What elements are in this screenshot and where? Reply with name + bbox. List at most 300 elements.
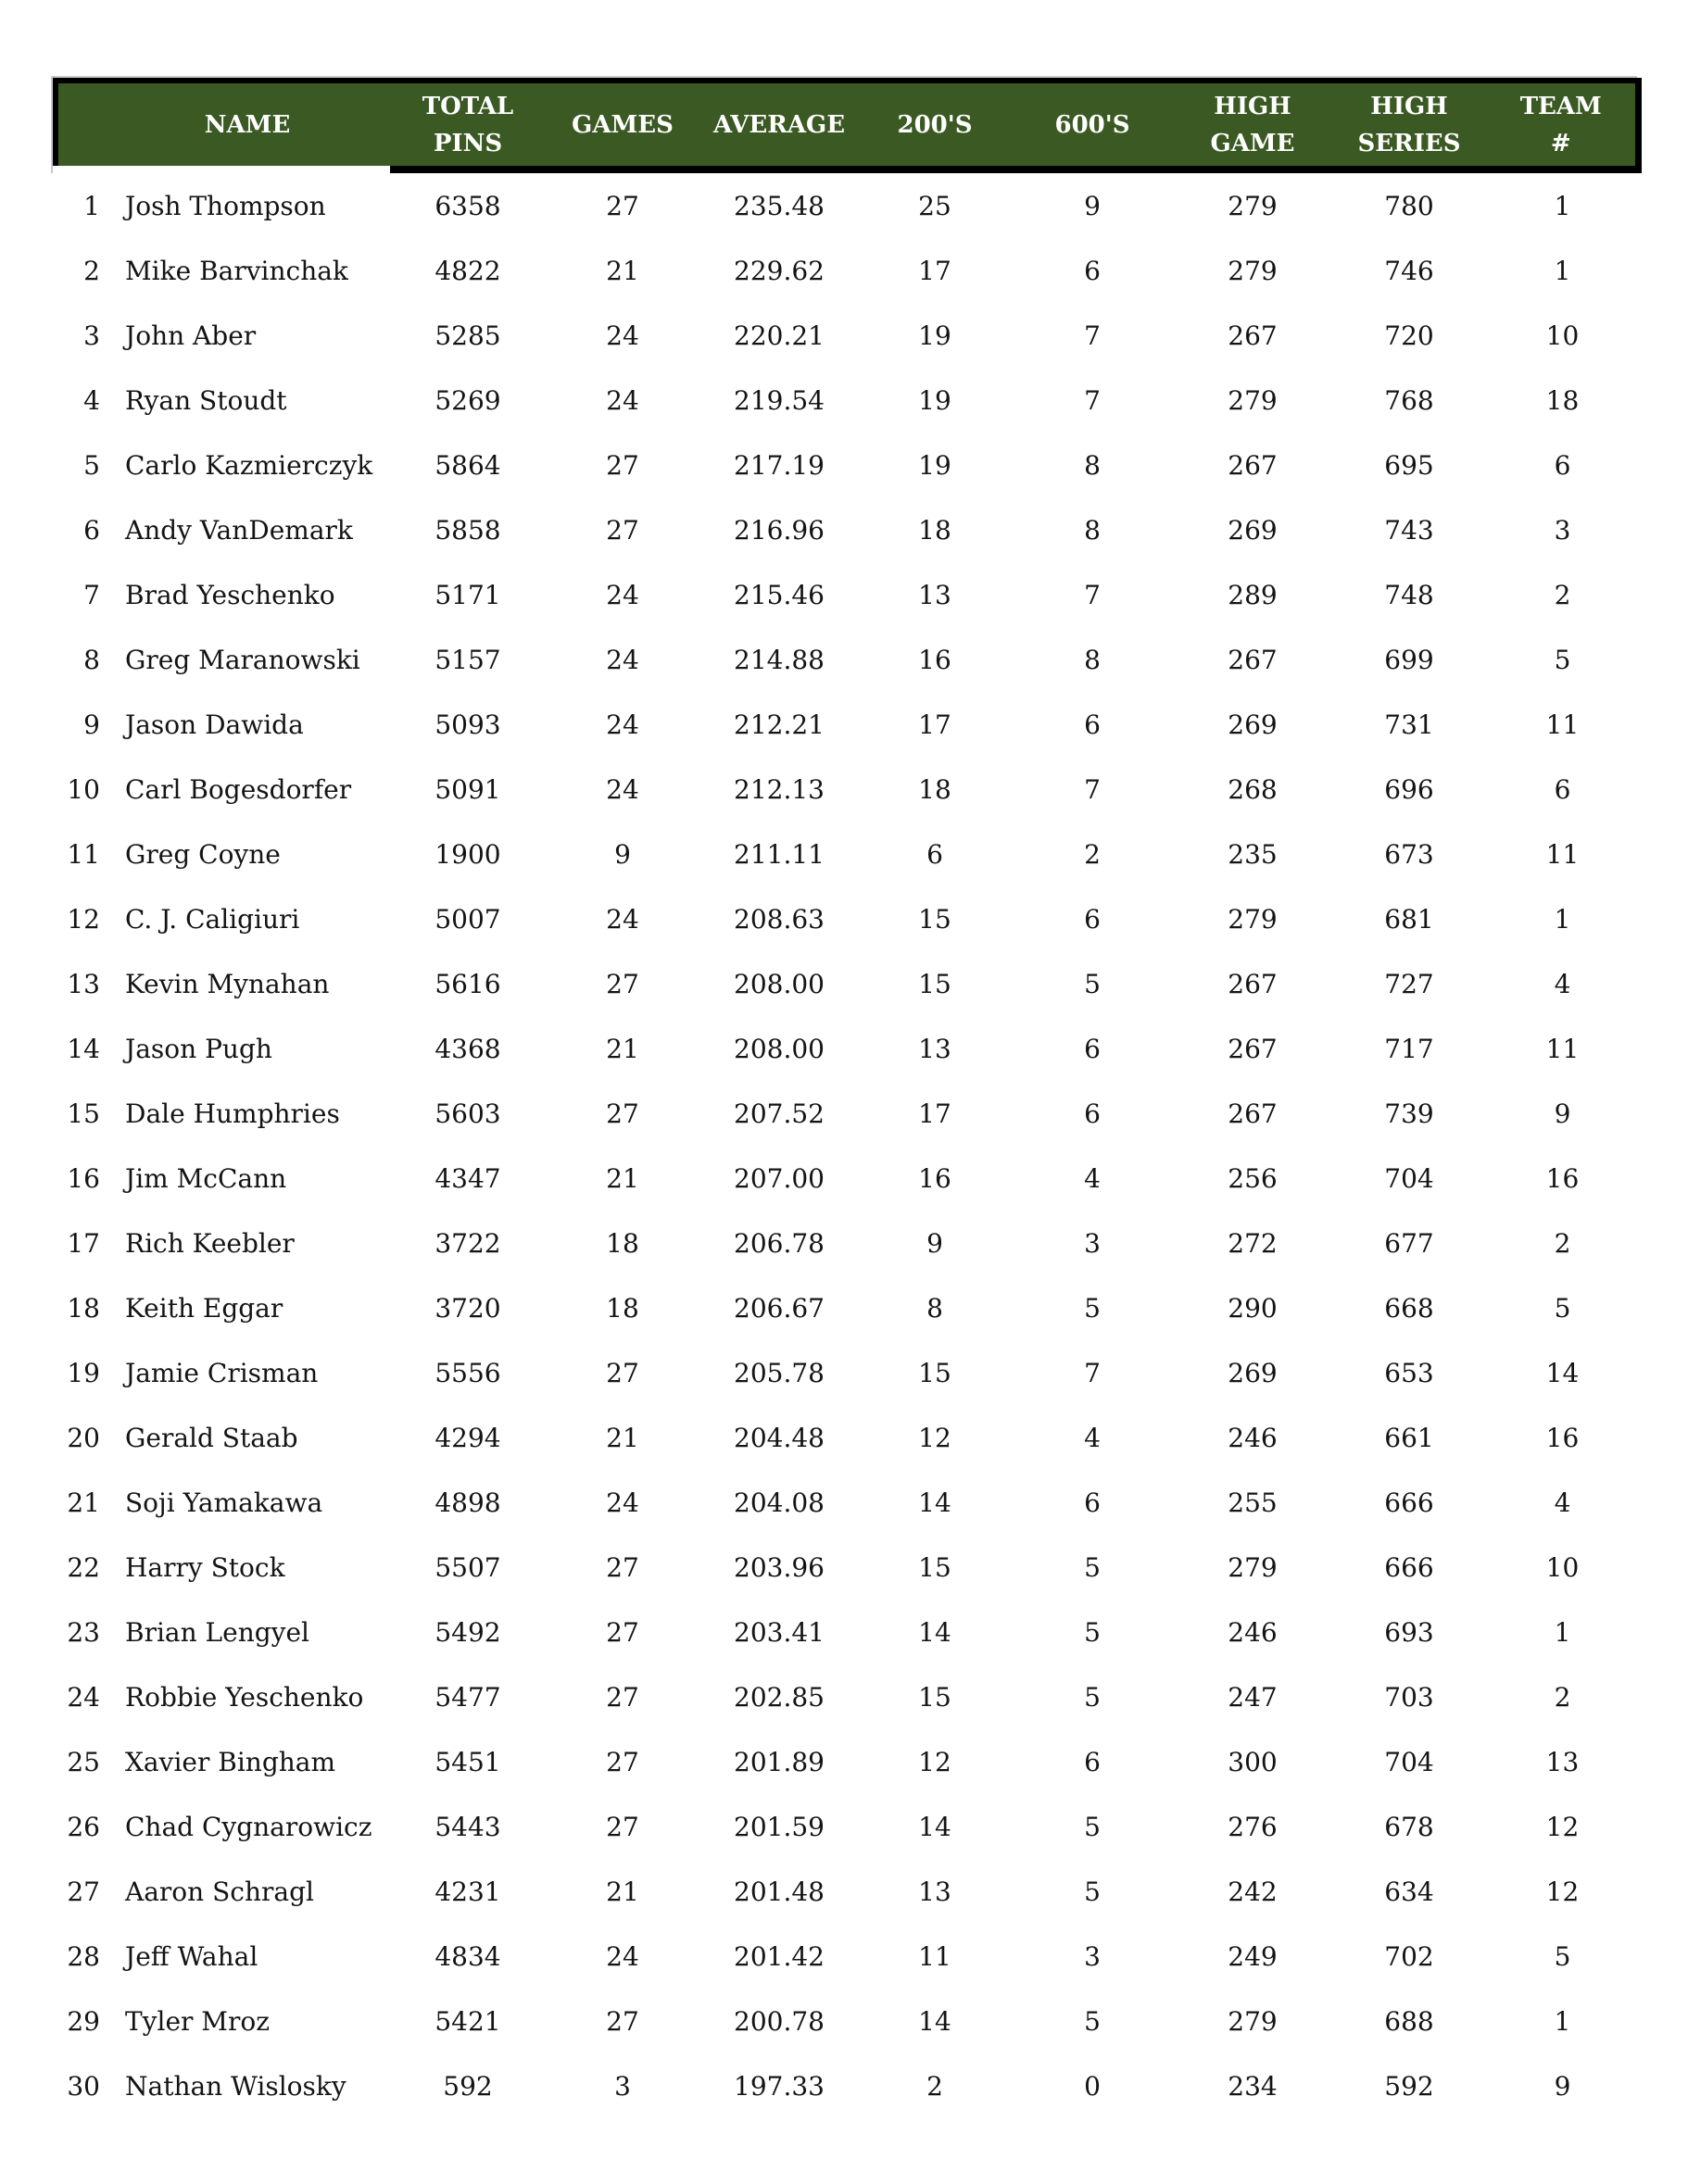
cell-total_pins: 3722 bbox=[390, 1211, 546, 1275]
cell-total_pins: 1900 bbox=[390, 822, 546, 886]
cell-s200: 2 bbox=[859, 2053, 1011, 2118]
player-name: Harry Stock bbox=[125, 1551, 285, 1583]
cell-name bbox=[56, 1535, 390, 1600]
player-name: Carlo Kazmierczyk bbox=[125, 449, 373, 481]
cell-name bbox=[56, 303, 390, 368]
cell-s200: 13 bbox=[859, 1016, 1011, 1081]
cell-games: 9 bbox=[546, 822, 699, 886]
table-row bbox=[56, 1600, 1638, 1664]
cell-average: 206.67 bbox=[699, 1275, 859, 1340]
cell-games: 27 bbox=[546, 1794, 699, 1859]
cell-high_series: 704 bbox=[1331, 1729, 1487, 1794]
column-header-high_game: HIGH GAME bbox=[1174, 81, 1331, 169]
cell-high_game: 249 bbox=[1174, 1924, 1331, 1989]
cell-s600: 6 bbox=[1011, 692, 1174, 757]
cell-high_game: 279 bbox=[1174, 169, 1331, 238]
cell-high_game: 269 bbox=[1174, 692, 1331, 757]
cell-average: 208.63 bbox=[699, 886, 859, 951]
player-name: Chad Cygnarowicz bbox=[125, 1811, 372, 1842]
cell-team: 11 bbox=[1487, 1016, 1638, 1081]
cell-total_pins: 5285 bbox=[390, 303, 546, 368]
column-header-total_pins: TOTAL PINS bbox=[390, 81, 546, 169]
cell-games: 27 bbox=[546, 1600, 699, 1664]
rank-number: 2 bbox=[83, 255, 100, 286]
cell-games: 21 bbox=[546, 1016, 699, 1081]
cell-total_pins: 5556 bbox=[390, 1340, 546, 1405]
table-row bbox=[56, 1924, 1638, 1989]
rank-number: 25 bbox=[67, 1746, 100, 1777]
cell-high_game: 267 bbox=[1174, 1081, 1331, 1146]
cell-name bbox=[56, 1924, 390, 1989]
cell-team: 2 bbox=[1487, 1211, 1638, 1275]
column-header-average: AVERAGE bbox=[699, 81, 859, 169]
cell-name bbox=[56, 1470, 390, 1535]
cell-average: 201.42 bbox=[699, 1924, 859, 1989]
cell-high_game: 289 bbox=[1174, 562, 1331, 627]
rank-number: 16 bbox=[67, 1162, 100, 1194]
cell-average: 220.21 bbox=[699, 303, 859, 368]
cell-games: 27 bbox=[546, 1340, 699, 1405]
cell-name bbox=[56, 1664, 390, 1729]
cell-s600: 3 bbox=[1011, 1211, 1174, 1275]
cell-games: 24 bbox=[546, 886, 699, 951]
cell-high_series: 693 bbox=[1331, 1600, 1487, 1664]
cell-name bbox=[56, 238, 390, 303]
cell-average: 202.85 bbox=[699, 1664, 859, 1729]
table-row bbox=[56, 886, 1638, 951]
cell-high_game: 234 bbox=[1174, 2053, 1331, 2118]
cell-high_series: 653 bbox=[1331, 1340, 1487, 1405]
cell-s200: 14 bbox=[859, 1600, 1011, 1664]
cell-high_game: 267 bbox=[1174, 303, 1331, 368]
table-row bbox=[56, 1340, 1638, 1405]
table-row bbox=[56, 1405, 1638, 1470]
cell-s600: 5 bbox=[1011, 1600, 1174, 1664]
cell-total_pins: 5864 bbox=[390, 433, 546, 497]
player-name: Josh Thompson bbox=[125, 190, 326, 221]
cell-high_game: 279 bbox=[1174, 1535, 1331, 1600]
rank-number: 1 bbox=[83, 190, 100, 221]
cell-games: 24 bbox=[546, 757, 699, 822]
table-row bbox=[56, 1859, 1638, 1924]
cell-name bbox=[56, 757, 390, 822]
rank-number: 17 bbox=[67, 1227, 100, 1259]
cell-team: 12 bbox=[1487, 1859, 1638, 1924]
player-name: Greg Maranowski bbox=[125, 644, 360, 675]
cell-name bbox=[56, 1794, 390, 1859]
rank-number: 9 bbox=[83, 709, 100, 740]
cell-high_game: 255 bbox=[1174, 1470, 1331, 1535]
cell-s600: 8 bbox=[1011, 433, 1174, 497]
standings-sheet bbox=[53, 78, 1635, 2118]
cell-high_series: 739 bbox=[1331, 1081, 1487, 1146]
cell-total_pins: 5269 bbox=[390, 368, 546, 433]
table-row bbox=[56, 368, 1638, 433]
cell-s200: 19 bbox=[859, 368, 1011, 433]
cell-games: 27 bbox=[546, 1989, 699, 2053]
cell-s600: 5 bbox=[1011, 1989, 1174, 2053]
table-row bbox=[56, 497, 1638, 562]
cell-total_pins: 4368 bbox=[390, 1016, 546, 1081]
table-row bbox=[56, 627, 1638, 692]
player-name: Jim McCann bbox=[125, 1162, 287, 1194]
cell-name bbox=[56, 1405, 390, 1470]
cell-s200: 17 bbox=[859, 238, 1011, 303]
rank-number: 15 bbox=[67, 1098, 100, 1129]
cell-s600: 9 bbox=[1011, 169, 1174, 238]
cell-high_game: 300 bbox=[1174, 1729, 1331, 1794]
cell-s200: 15 bbox=[859, 951, 1011, 1016]
cell-games: 21 bbox=[546, 238, 699, 303]
rank-number: 7 bbox=[83, 579, 100, 610]
cell-average: 204.08 bbox=[699, 1470, 859, 1535]
cell-average: 235.48 bbox=[699, 169, 859, 238]
cell-high_game: 272 bbox=[1174, 1211, 1331, 1275]
cell-team: 2 bbox=[1487, 1664, 1638, 1729]
table-row bbox=[56, 1794, 1638, 1859]
cell-games: 27 bbox=[546, 169, 699, 238]
cell-team: 5 bbox=[1487, 1924, 1638, 1989]
cell-high_game: 269 bbox=[1174, 1340, 1331, 1405]
cell-name bbox=[56, 627, 390, 692]
cell-name bbox=[56, 1016, 390, 1081]
cell-s200: 14 bbox=[859, 1989, 1011, 2053]
cell-name bbox=[56, 692, 390, 757]
column-header-s600: 600'S bbox=[1011, 81, 1174, 169]
cell-s200: 15 bbox=[859, 1535, 1011, 1600]
cell-s600: 3 bbox=[1011, 1924, 1174, 1989]
cell-total_pins: 5451 bbox=[390, 1729, 546, 1794]
cell-team: 6 bbox=[1487, 757, 1638, 822]
cell-games: 21 bbox=[546, 1859, 699, 1924]
cell-team: 9 bbox=[1487, 2053, 1638, 2118]
cell-high_series: 666 bbox=[1331, 1470, 1487, 1535]
cell-average: 201.48 bbox=[699, 1859, 859, 1924]
cell-total_pins: 5477 bbox=[390, 1664, 546, 1729]
cell-games: 18 bbox=[546, 1275, 699, 1340]
rank-number: 24 bbox=[67, 1681, 100, 1713]
cell-team: 14 bbox=[1487, 1340, 1638, 1405]
table-row bbox=[56, 1470, 1638, 1535]
player-name: Jason Pugh bbox=[125, 1033, 272, 1064]
cell-high_series: 634 bbox=[1331, 1859, 1487, 1924]
cell-s600: 4 bbox=[1011, 1405, 1174, 1470]
cell-high_series: 592 bbox=[1331, 2053, 1487, 2118]
rank-number: 22 bbox=[67, 1551, 100, 1583]
cell-name bbox=[56, 1211, 390, 1275]
table-body bbox=[56, 169, 1638, 2118]
column-header-games: GAMES bbox=[546, 81, 699, 169]
cell-name bbox=[56, 1989, 390, 2053]
cell-team: 9 bbox=[1487, 1081, 1638, 1146]
cell-total_pins: 6358 bbox=[390, 169, 546, 238]
cell-games: 21 bbox=[546, 1405, 699, 1470]
table-row bbox=[56, 1081, 1638, 1146]
player-name: Kevin Mynahan bbox=[125, 968, 330, 999]
cell-average: 208.00 bbox=[699, 1016, 859, 1081]
rank-number: 18 bbox=[67, 1292, 100, 1324]
cell-high_game: 242 bbox=[1174, 1859, 1331, 1924]
player-name: Jamie Crisman bbox=[125, 1357, 319, 1388]
cell-s200: 15 bbox=[859, 1340, 1011, 1405]
rank-number: 14 bbox=[67, 1033, 100, 1064]
cell-games: 21 bbox=[546, 1146, 699, 1211]
cell-total_pins: 4231 bbox=[390, 1859, 546, 1924]
column-header-high_series: HIGH SERIES bbox=[1331, 81, 1487, 169]
player-name: Jason Dawida bbox=[125, 709, 304, 740]
cell-high_game: 267 bbox=[1174, 1016, 1331, 1081]
standings-table bbox=[53, 78, 1642, 2118]
cell-high_game: 279 bbox=[1174, 368, 1331, 433]
rank-number: 10 bbox=[67, 773, 100, 805]
header-row bbox=[56, 81, 1638, 169]
cell-high_game: 269 bbox=[1174, 497, 1331, 562]
column-header-s200: 200'S bbox=[859, 81, 1011, 169]
cell-team: 16 bbox=[1487, 1146, 1638, 1211]
player-name: Rich Keebler bbox=[125, 1227, 295, 1259]
cell-games: 24 bbox=[546, 692, 699, 757]
cell-games: 27 bbox=[546, 1664, 699, 1729]
cell-s600: 5 bbox=[1011, 1275, 1174, 1340]
cell-team: 4 bbox=[1487, 951, 1638, 1016]
cell-team: 11 bbox=[1487, 692, 1638, 757]
cell-high_series: 746 bbox=[1331, 238, 1487, 303]
table-header bbox=[56, 81, 1638, 169]
rank-number: 4 bbox=[83, 384, 100, 416]
table-row bbox=[56, 757, 1638, 822]
cell-average: 216.96 bbox=[699, 497, 859, 562]
cell-total_pins: 5507 bbox=[390, 1535, 546, 1600]
cell-average: 203.96 bbox=[699, 1535, 859, 1600]
player-name: Jeff Wahal bbox=[125, 1940, 258, 1972]
cell-games: 27 bbox=[546, 1729, 699, 1794]
player-name: Ryan Stoudt bbox=[125, 384, 287, 416]
cell-team: 1 bbox=[1487, 886, 1638, 951]
cell-games: 24 bbox=[546, 627, 699, 692]
table-row bbox=[56, 692, 1638, 757]
cell-high_series: 688 bbox=[1331, 1989, 1487, 2053]
cell-team: 11 bbox=[1487, 822, 1638, 886]
cell-team: 2 bbox=[1487, 562, 1638, 627]
cell-s600: 6 bbox=[1011, 238, 1174, 303]
cell-high_game: 267 bbox=[1174, 433, 1331, 497]
cell-s200: 16 bbox=[859, 1146, 1011, 1211]
cell-total_pins: 4898 bbox=[390, 1470, 546, 1535]
cell-high_series: 780 bbox=[1331, 169, 1487, 238]
cell-s600: 4 bbox=[1011, 1146, 1174, 1211]
cell-high_series: 696 bbox=[1331, 757, 1487, 822]
cell-games: 27 bbox=[546, 1535, 699, 1600]
cell-average: 201.59 bbox=[699, 1794, 859, 1859]
cell-games: 27 bbox=[546, 497, 699, 562]
cell-high_series: 678 bbox=[1331, 1794, 1487, 1859]
cell-s600: 7 bbox=[1011, 757, 1174, 822]
player-name: Gerald Staab bbox=[125, 1422, 298, 1453]
cell-s200: 6 bbox=[859, 822, 1011, 886]
cell-average: 219.54 bbox=[699, 368, 859, 433]
cell-s200: 11 bbox=[859, 1924, 1011, 1989]
rank-number: 20 bbox=[67, 1422, 100, 1453]
cell-s600: 5 bbox=[1011, 951, 1174, 1016]
cell-total_pins: 5421 bbox=[390, 1989, 546, 2053]
cell-high_series: 681 bbox=[1331, 886, 1487, 951]
cell-total_pins: 5157 bbox=[390, 627, 546, 692]
cell-average: 217.19 bbox=[699, 433, 859, 497]
rank-number: 30 bbox=[67, 2070, 100, 2102]
cell-team: 13 bbox=[1487, 1729, 1638, 1794]
cell-s200: 12 bbox=[859, 1405, 1011, 1470]
cell-name bbox=[56, 2053, 390, 2118]
cell-total_pins: 5603 bbox=[390, 1081, 546, 1146]
cell-total_pins: 5091 bbox=[390, 757, 546, 822]
player-name: Xavier Bingham bbox=[125, 1746, 336, 1777]
cell-high_series: 703 bbox=[1331, 1664, 1487, 1729]
column-header-team: TEAM # bbox=[1487, 81, 1638, 169]
cell-s200: 25 bbox=[859, 169, 1011, 238]
cell-name bbox=[56, 1081, 390, 1146]
cell-average: 207.00 bbox=[699, 1146, 859, 1211]
cell-average: 203.41 bbox=[699, 1600, 859, 1664]
cell-average: 204.48 bbox=[699, 1405, 859, 1470]
cell-s200: 14 bbox=[859, 1470, 1011, 1535]
column-header-name: NAME bbox=[56, 81, 390, 169]
cell-games: 27 bbox=[546, 433, 699, 497]
cell-high_series: 717 bbox=[1331, 1016, 1487, 1081]
cell-s600: 6 bbox=[1011, 1016, 1174, 1081]
cell-games: 27 bbox=[546, 1081, 699, 1146]
cell-s200: 19 bbox=[859, 433, 1011, 497]
cell-name bbox=[56, 886, 390, 951]
cell-team: 3 bbox=[1487, 497, 1638, 562]
cell-average: 200.78 bbox=[699, 1989, 859, 2053]
rank-number: 3 bbox=[83, 320, 100, 351]
cell-s200: 13 bbox=[859, 562, 1011, 627]
cell-team: 1 bbox=[1487, 1600, 1638, 1664]
cell-s600: 5 bbox=[1011, 1859, 1174, 1924]
cell-name bbox=[56, 1600, 390, 1664]
cell-total_pins: 5443 bbox=[390, 1794, 546, 1859]
cell-high_game: 279 bbox=[1174, 238, 1331, 303]
player-name: Mike Barvinchak bbox=[125, 255, 348, 286]
rank-number: 26 bbox=[67, 1811, 100, 1842]
cell-high_game: 235 bbox=[1174, 822, 1331, 886]
cell-average: 201.89 bbox=[699, 1729, 859, 1794]
player-name: Andy VanDemark bbox=[125, 514, 353, 546]
cell-average: 208.00 bbox=[699, 951, 859, 1016]
cell-team: 5 bbox=[1487, 1275, 1638, 1340]
cell-total_pins: 4822 bbox=[390, 238, 546, 303]
cell-s200: 18 bbox=[859, 497, 1011, 562]
cell-total_pins: 5492 bbox=[390, 1600, 546, 1664]
cell-high_series: 720 bbox=[1331, 303, 1487, 368]
player-name: C. J. Caligiuri bbox=[125, 903, 300, 935]
cell-s600: 2 bbox=[1011, 822, 1174, 886]
cell-high_game: 246 bbox=[1174, 1405, 1331, 1470]
cell-high_game: 279 bbox=[1174, 1989, 1331, 2053]
cell-total_pins: 4294 bbox=[390, 1405, 546, 1470]
cell-s600: 6 bbox=[1011, 886, 1174, 951]
cell-total_pins: 3720 bbox=[390, 1275, 546, 1340]
cell-s600: 5 bbox=[1011, 1535, 1174, 1600]
cell-s600: 8 bbox=[1011, 627, 1174, 692]
table-row bbox=[56, 1211, 1638, 1275]
cell-s200: 15 bbox=[859, 1664, 1011, 1729]
cell-high_game: 247 bbox=[1174, 1664, 1331, 1729]
cell-s600: 8 bbox=[1011, 497, 1174, 562]
cell-team: 5 bbox=[1487, 627, 1638, 692]
player-name: John Aber bbox=[125, 320, 257, 351]
cell-high_series: 661 bbox=[1331, 1405, 1487, 1470]
cell-team: 4 bbox=[1487, 1470, 1638, 1535]
cell-average: 207.52 bbox=[699, 1081, 859, 1146]
cell-s600: 5 bbox=[1011, 1664, 1174, 1729]
player-name: Brad Yeschenko bbox=[125, 579, 335, 610]
cell-s200: 8 bbox=[859, 1275, 1011, 1340]
cell-high_game: 246 bbox=[1174, 1600, 1331, 1664]
cell-games: 24 bbox=[546, 1470, 699, 1535]
cell-s600: 6 bbox=[1011, 1729, 1174, 1794]
cell-team: 1 bbox=[1487, 169, 1638, 238]
cell-total_pins: 5616 bbox=[390, 951, 546, 1016]
table-row bbox=[56, 1729, 1638, 1794]
table-row bbox=[56, 303, 1638, 368]
cell-high_series: 727 bbox=[1331, 951, 1487, 1016]
cell-team: 10 bbox=[1487, 1535, 1638, 1600]
cell-name bbox=[56, 1859, 390, 1924]
cell-high_series: 748 bbox=[1331, 562, 1487, 627]
cell-high_series: 743 bbox=[1331, 497, 1487, 562]
cell-high_series: 668 bbox=[1331, 1275, 1487, 1340]
cell-high_series: 673 bbox=[1331, 822, 1487, 886]
cell-high_series: 768 bbox=[1331, 368, 1487, 433]
rank-number: 5 bbox=[83, 449, 100, 481]
player-name: Robbie Yeschenko bbox=[125, 1681, 364, 1713]
cell-high_game: 276 bbox=[1174, 1794, 1331, 1859]
cell-average: 214.88 bbox=[699, 627, 859, 692]
cell-games: 27 bbox=[546, 951, 699, 1016]
cell-games: 24 bbox=[546, 1924, 699, 1989]
cell-average: 229.62 bbox=[699, 238, 859, 303]
player-name: Soji Yamakawa bbox=[125, 1487, 323, 1518]
table-row bbox=[56, 951, 1638, 1016]
table-row bbox=[56, 1275, 1638, 1340]
cell-high_game: 290 bbox=[1174, 1275, 1331, 1340]
cell-name bbox=[56, 562, 390, 627]
cell-team: 1 bbox=[1487, 1989, 1638, 2053]
cell-s200: 13 bbox=[859, 1859, 1011, 1924]
cell-s200: 15 bbox=[859, 886, 1011, 951]
table-row bbox=[56, 1989, 1638, 2053]
cell-s600: 7 bbox=[1011, 303, 1174, 368]
rank-number: 8 bbox=[83, 644, 100, 675]
rank-number: 11 bbox=[67, 838, 100, 870]
cell-name bbox=[56, 169, 390, 238]
table-row bbox=[56, 1664, 1638, 1729]
table-row bbox=[56, 238, 1638, 303]
cell-high_game: 279 bbox=[1174, 886, 1331, 951]
cell-high_series: 731 bbox=[1331, 692, 1487, 757]
cell-high_series: 704 bbox=[1331, 1146, 1487, 1211]
cell-high_series: 702 bbox=[1331, 1924, 1487, 1989]
table-row bbox=[56, 1535, 1638, 1600]
cell-name bbox=[56, 1729, 390, 1794]
rank-number: 28 bbox=[67, 1940, 100, 1972]
cell-s200: 17 bbox=[859, 1081, 1011, 1146]
cell-name bbox=[56, 497, 390, 562]
table-row bbox=[56, 2053, 1638, 2118]
player-name: Dale Humphries bbox=[125, 1098, 340, 1129]
rank-number: 13 bbox=[67, 968, 100, 999]
